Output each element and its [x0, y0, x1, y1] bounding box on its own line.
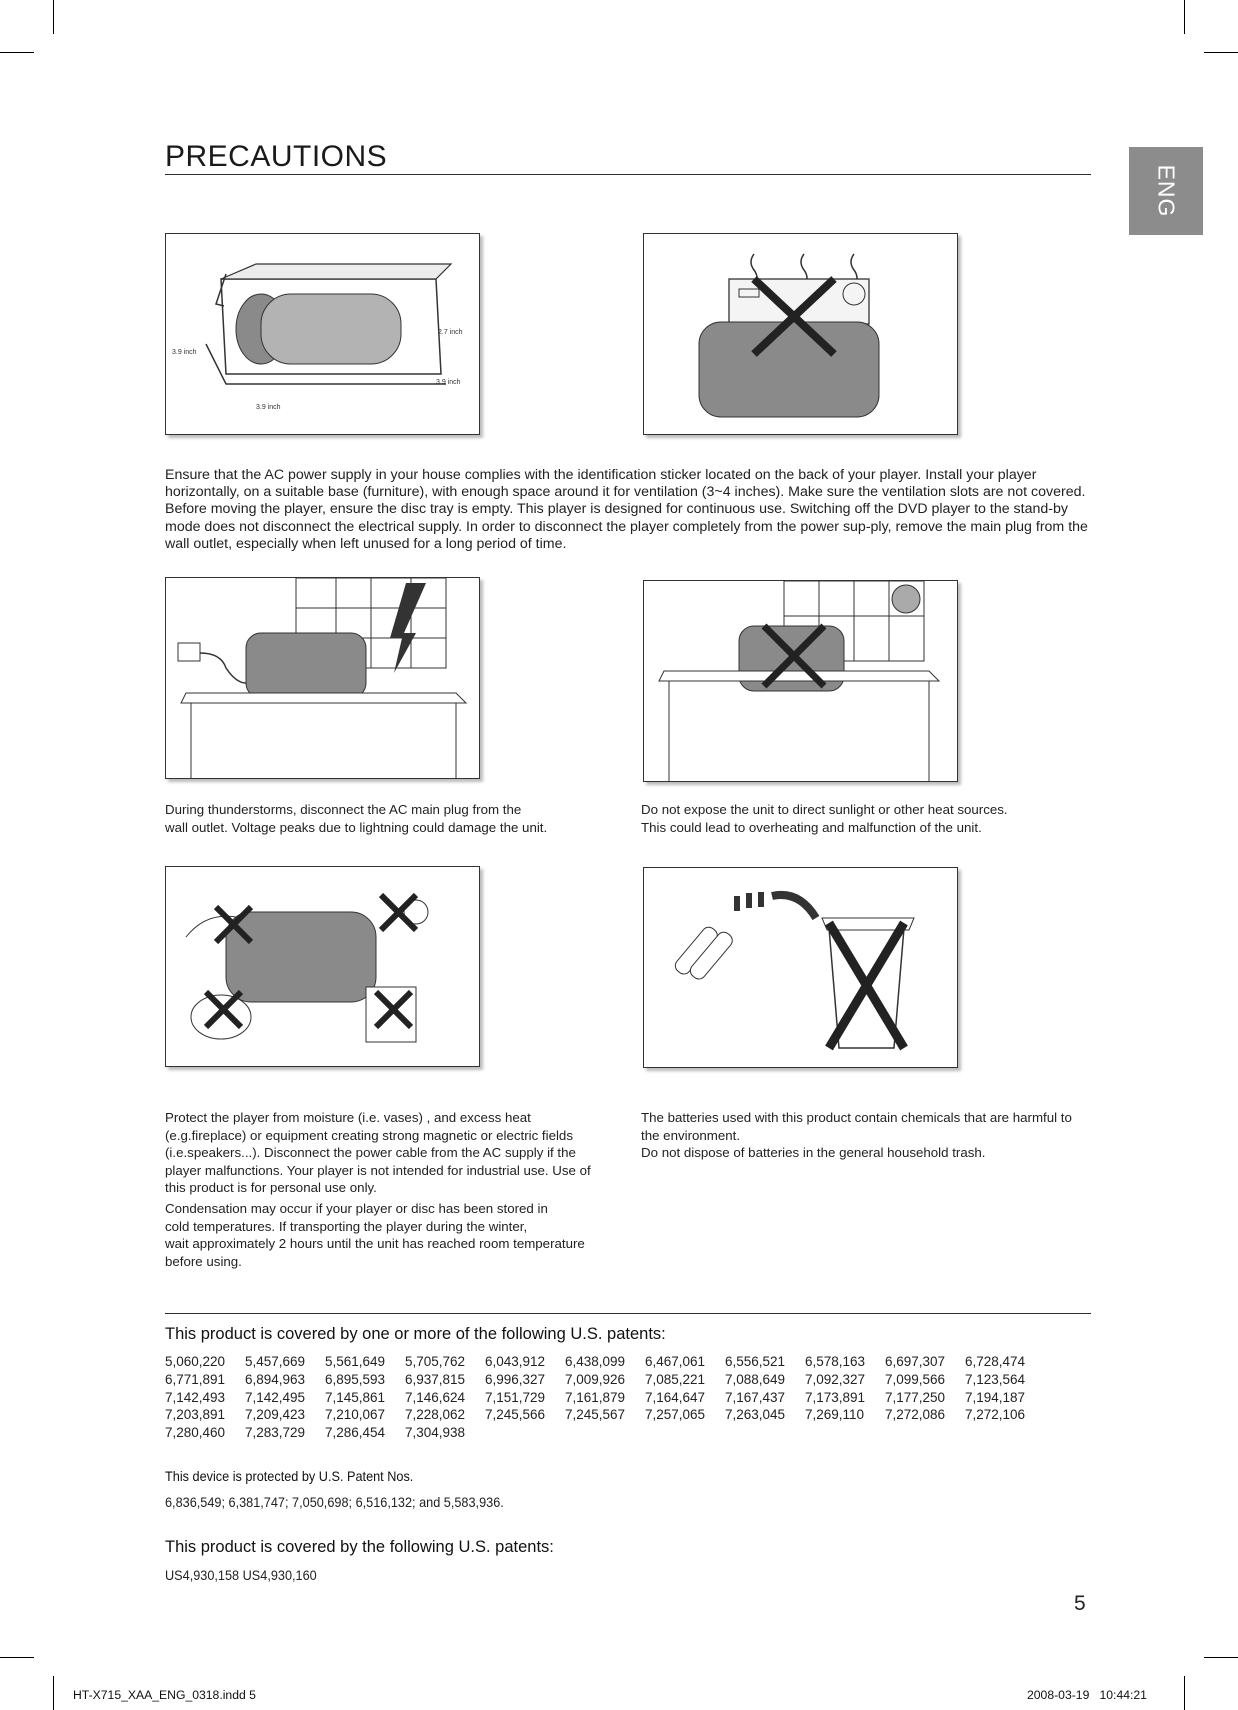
patent-number: 7,146,624: [405, 1389, 466, 1405]
patent-number: 7,009,926: [565, 1371, 626, 1387]
patent-number: 6,895,593: [325, 1371, 386, 1387]
battery-caption: [641, 1109, 1096, 1162]
patent-number: 7,257,065: [645, 1407, 706, 1423]
caption-line: cold temperatures. If transporting the player during the winter,: [165, 1218, 528, 1234]
patent-number: 7,203,891: [165, 1407, 226, 1423]
caption-line: the environment.: [641, 1127, 741, 1143]
patent-protection-list: 6,836,549; 6,381,747; 7,050,698; 6,516,132; and 5,583,936.: [165, 1495, 504, 1510]
patent-number: 7,283,729: [245, 1425, 306, 1441]
intro-paragraph: Ensure that the AC power supply in your house complies with the identification sticker located on the back of your player. Install your player horizontally, on a suitable base (furniture), with enough space around it for ventilation (3~4 inches). Make sure the ventilation slots are not covered. Before moving the player, ensure the disc tray is empty. This player is designed for continuous use. Switching off the DVD player to the stand-by mode does not disconnect the electrical supply. In order to disconnect the player completely from the power sup-ply, remove the main plug from the wall outlet, especially when left unused for a long period of time.: [165, 467, 1088, 552]
crop-mark: [53, 1676, 54, 1710]
caption-line: this product is for personal use only.: [165, 1180, 377, 1195]
patent-number: 7,177,250: [885, 1389, 946, 1405]
patent-number: 6,578,163: [805, 1354, 866, 1369]
patent-number: 7,272,086: [885, 1407, 946, 1423]
dimension-label: 2.7 inch: [438, 329, 463, 336]
patent-number: 5,561,649: [325, 1354, 386, 1369]
patent-number: 7,123,564: [965, 1371, 1026, 1387]
patent-number-grid: [165, 1353, 1065, 1442]
patents-heading: This product is covered by one or more of the following U.S. patents:: [165, 1325, 666, 1343]
patent-number: 7,272,106: [965, 1407, 1026, 1423]
patent-number: 7,210,067: [325, 1407, 386, 1423]
ventilation-illustration: [165, 233, 480, 435]
caption-line: Protect the player from moisture (i.e. vases) , and excess heat: [165, 1110, 531, 1125]
patent-number: 7,161,879: [565, 1389, 626, 1405]
patent-number: 7,194,187: [965, 1389, 1026, 1405]
patent-number: 6,937,815: [405, 1371, 466, 1387]
caption-line: (i.e.speakers...). Disconnect the power cable from the AC supply if the: [165, 1145, 576, 1160]
caption-line: player malfunctions. Your player is not intended for industrial use. Use of: [165, 1162, 591, 1178]
dimension-label: 3.9 inch: [172, 349, 197, 356]
moisture-heat-illustration: [165, 866, 480, 1067]
title-divider: [165, 174, 1091, 175]
patent-number: 6,894,963: [245, 1371, 306, 1387]
caption-line: wall outlet. Voltage peaks due to lightning could damage the unit.: [165, 819, 548, 835]
patent-number: 5,060,220: [165, 1354, 226, 1369]
moisture-caption: [165, 1109, 615, 1197]
patent-protection-heading: This device is protected by U.S. Patent Nos.: [165, 1469, 414, 1484]
patent-number: 6,697,307: [885, 1354, 946, 1369]
patent-number: 7,088,649: [725, 1371, 786, 1387]
patent-number: 7,164,647: [645, 1389, 706, 1405]
patent-number: 7,245,567: [565, 1407, 626, 1423]
patent-number: 7,099,566: [885, 1371, 946, 1387]
patent-number: 7,151,729: [485, 1389, 546, 1405]
patent-number: 7,263,045: [725, 1407, 786, 1423]
patent-number: 7,209,423: [245, 1407, 306, 1423]
language-tab-label: ENG: [1153, 164, 1180, 218]
crop-mark: [0, 52, 34, 53]
crop-mark: [1204, 52, 1238, 53]
crop-mark: [0, 1657, 34, 1658]
patents-heading-2: This product is covered by the following U.S. patents:: [165, 1538, 554, 1556]
page-number: 5: [1074, 1592, 1086, 1615]
crop-mark: [1184, 0, 1185, 34]
patent-number: 7,167,437: [725, 1389, 786, 1405]
patents-divider: [165, 1313, 1091, 1314]
patent-list-2: US4,930,158 US4,930,160: [165, 1568, 317, 1583]
caption-line: Do not dispose of batteries in the general household trash.: [641, 1145, 986, 1160]
patent-number: 7,269,110: [805, 1407, 865, 1423]
dimension-label: 3.9 inch: [436, 379, 461, 386]
patent-number: 6,728,474: [965, 1354, 1026, 1369]
patent-number: 7,145,861: [325, 1389, 386, 1405]
patent-number: 7,280,460: [165, 1425, 226, 1441]
page-title: PRECAUTIONS: [165, 140, 388, 173]
thunderstorm-illustration: [165, 577, 480, 779]
footer-filename: HT-X715_XAA_ENG_0318.indd 5: [73, 1688, 256, 1702]
language-tab: [1129, 147, 1203, 235]
crop-mark: [1204, 1657, 1238, 1658]
patent-number: 6,556,521: [725, 1354, 786, 1369]
crop-mark: [53, 0, 54, 34]
caption-line: The batteries used with this product contain chemicals that are harmful to: [641, 1110, 1072, 1125]
caption-line: (e.g.fireplace) or equipment creating strong magnetic or electric fields: [165, 1127, 573, 1143]
caption-line: This could lead to overheating and malfunction of the unit.: [641, 819, 982, 835]
patent-number: 7,092,327: [805, 1371, 866, 1387]
patent-number: 7,173,891: [805, 1389, 866, 1405]
patent-number: 7,245,566: [485, 1407, 546, 1423]
battery-disposal-illustration: [643, 867, 958, 1068]
footer-timestamp: 2008-03-19 10:44:21: [1027, 1688, 1147, 1702]
patent-number: 5,457,669: [245, 1354, 306, 1369]
patent-number: 6,467,061: [645, 1354, 706, 1369]
patent-number: 7,304,938: [405, 1425, 466, 1441]
condensation-caption: [165, 1200, 615, 1270]
patent-number: 7,142,493: [165, 1389, 226, 1405]
patent-number: 6,043,912: [485, 1354, 546, 1369]
caption-line: before using.: [165, 1253, 242, 1269]
no-stacking-illustration: [643, 233, 958, 435]
crop-mark: [1184, 1676, 1185, 1710]
dimension-label: 3.9 inch: [256, 404, 281, 411]
sunlight-illustration: [643, 580, 958, 782]
patent-number: 6,438,099: [565, 1354, 626, 1369]
patent-number: 7,142,495: [245, 1389, 306, 1405]
patent-number: 6,996,327: [485, 1371, 546, 1387]
patent-number: 7,228,062: [405, 1407, 466, 1423]
patent-number: 5,705,762: [405, 1354, 466, 1369]
thunderstorm-caption: [165, 801, 605, 836]
caption-line: wait approximately 2 hours until the unit has reached room temperature: [165, 1236, 585, 1251]
patent-number: 7,085,221: [645, 1371, 706, 1387]
caption-line: During thunderstorms, disconnect the AC main plug from the: [165, 802, 522, 817]
caption-line: Condensation may occur if your player or disc has been stored in: [165, 1201, 548, 1216]
caption-line: Do not expose the unit to direct sunlight or other heat sources.: [641, 802, 1008, 817]
patent-number: 6,771,891: [165, 1371, 226, 1387]
sunlight-caption: [641, 801, 1091, 836]
patent-number: 7,286,454: [325, 1425, 386, 1441]
